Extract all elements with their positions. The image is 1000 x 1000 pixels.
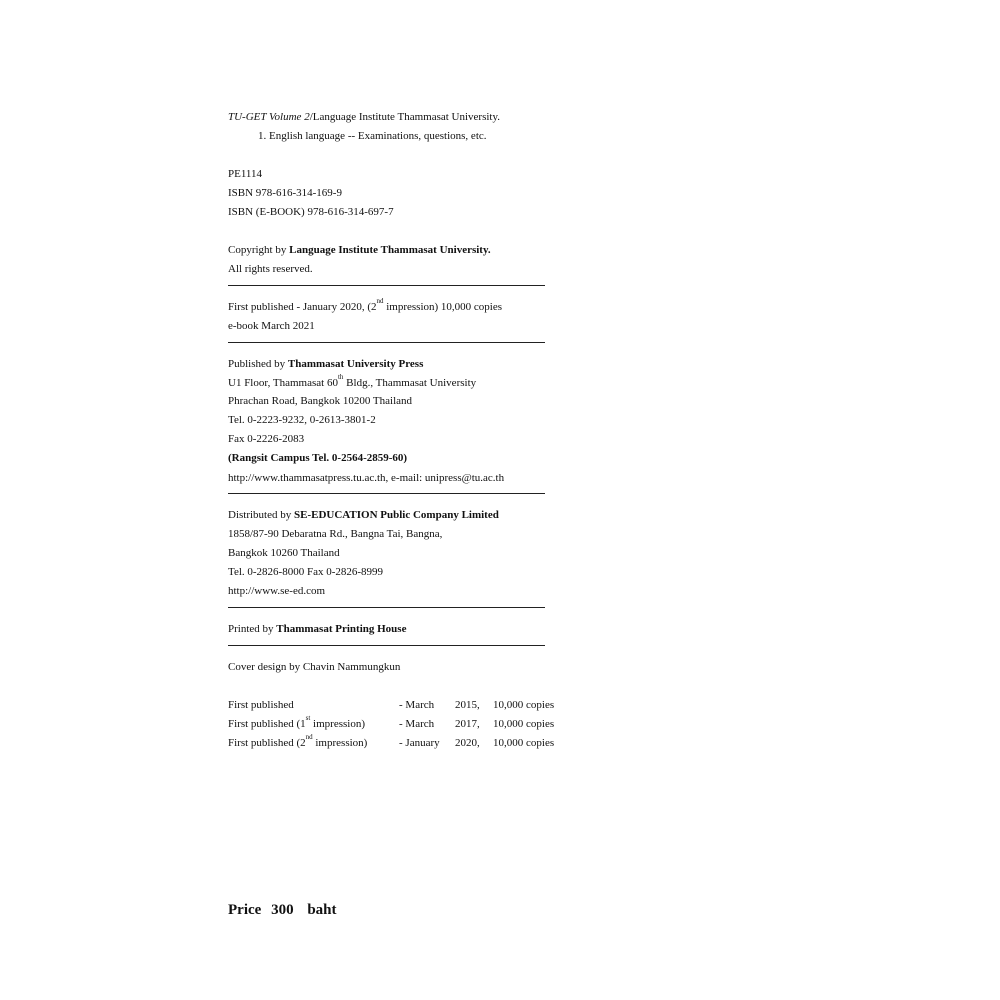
label-suffix: impression) [312, 737, 368, 749]
rangsit-campus-tel: (Rangsit Campus Tel. 0-2564-2859-60) [228, 452, 408, 464]
publisher-tel: Tel. 0-2223-9232, 0-2613-3801-2 [228, 414, 376, 426]
divider [228, 493, 545, 494]
classification-number: PE1114 [228, 168, 263, 180]
isbn-ebook: ISBN (E-BOOK) 978-616-314-697-7 [228, 206, 394, 218]
price-label: Price [228, 902, 262, 918]
isbn: ISBN 978-616-314-169-9 [228, 187, 342, 199]
distributor-address-1: 1858/87-90 Debaratna Rd., Bangna Tai, Bangna, [228, 528, 443, 540]
distributor-address-2: Bangkok 10260 Thailand [228, 547, 340, 559]
print-history-label [228, 698, 294, 712]
divider [228, 342, 545, 343]
ebook-edition: e-book March 2021 [228, 320, 315, 332]
publisher-prefix: Published by [228, 358, 288, 370]
catalog-title-italic: TU-GET Volume 2 [228, 111, 310, 123]
publisher-line [228, 357, 423, 371]
label-text: First published (1 [228, 718, 306, 730]
publisher-address-prefix: U1 Floor, Thammasat 60 [228, 377, 338, 389]
publisher-address-suffix: Bldg., Thammasat University [343, 377, 477, 389]
copyright-holder: Language Institute Thammasat University. [289, 244, 491, 256]
edition-superscript: nd [376, 297, 384, 305]
publisher-fax: Fax 0-2226-2083 [228, 433, 305, 445]
price [228, 901, 337, 919]
print-history-year: 2017, [455, 718, 480, 730]
distributor-web: http://www.se-ed.com [228, 585, 326, 597]
edition-suffix: impression) 10,000 copies [383, 301, 503, 313]
printer-name: Thammasat Printing House [276, 623, 407, 635]
print-history-copies: 10,000 copies [493, 737, 555, 749]
cover-design-credit: Cover design by Chavin Nammungkun [228, 661, 401, 673]
print-history-month: - March [399, 699, 435, 711]
label-text: First published [228, 699, 294, 711]
copyright-line [228, 243, 491, 257]
catalog-title-rest: /Language Institute Thammasat University. [309, 111, 501, 123]
divider [228, 645, 545, 646]
publisher-name: Thammasat University Press [287, 358, 424, 370]
distributor-line [228, 508, 499, 522]
print-history-label [228, 714, 365, 731]
catalog-subject: 1. English language -- Examinations, questions, etc. [258, 130, 487, 142]
print-history-month: - January [399, 737, 440, 749]
rights-reserved: All rights reserved. [228, 263, 313, 275]
copyright-prefix: Copyright by [228, 244, 290, 256]
price-currency: baht [307, 902, 337, 918]
publisher-address-superscript: th [337, 373, 344, 381]
distributor-prefix: Distributed by [228, 509, 294, 521]
printer-line [228, 622, 406, 636]
publisher-web: http://www.thammasatpress.tu.ac.th, e-mail: unipress@tu.ac.th [228, 472, 505, 484]
publisher-address-2: Phrachan Road, Bangkok 10200 Thailand [228, 395, 413, 407]
divider [228, 607, 545, 608]
label-superscript: st [305, 714, 311, 722]
printer-prefix: Printed by [228, 623, 277, 635]
print-history-month: - March [399, 718, 435, 730]
label-suffix: impression) [310, 718, 365, 730]
label-superscript: nd [305, 733, 313, 741]
distributor-name: SE-EDUCATION Public Company Limited [294, 509, 499, 521]
catalog-title [228, 110, 500, 124]
label-text: First published (2 [228, 737, 306, 749]
price-amount: 300 [271, 902, 294, 918]
print-history-label [228, 733, 368, 750]
edition-line [228, 297, 503, 314]
print-history-year: 2020, [455, 737, 480, 749]
edition-prefix: First published - January 2020, (2 [228, 301, 377, 313]
print-history-copies: 10,000 copies [493, 699, 555, 711]
print-history-copies: 10,000 copies [493, 718, 555, 730]
divider [228, 285, 545, 286]
print-history-year: 2015, [455, 699, 480, 711]
publisher-address-1 [228, 373, 477, 390]
distributor-tel: Tel. 0-2826-8000 Fax 0-2826-8999 [228, 566, 384, 578]
